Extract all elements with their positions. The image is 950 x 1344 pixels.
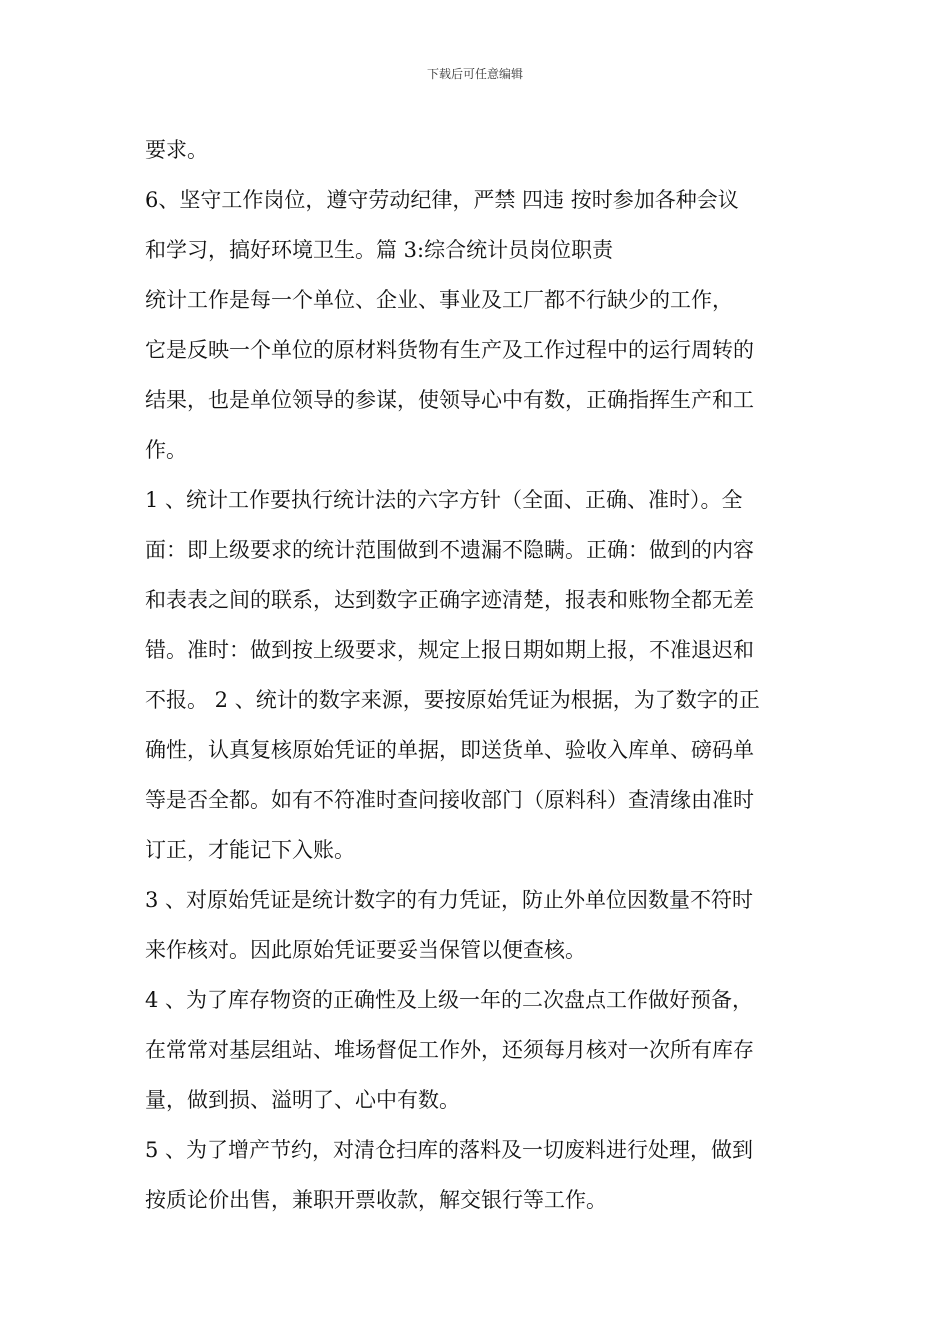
body-line: 作。 [145,438,187,462]
body-line: 和学习，搞好环境卫生。篇 3:综合统计员岗位职责 [145,238,614,262]
body-line: 它是反映一个单位的原材料货物有生产及工作过程中的运行周转的 [145,338,754,362]
body-line: 5 、为了增产节约，对清仓扫库的落料及一切废料进行处理，做到 [145,1138,754,1162]
body-line: 来作核对。因此原始凭证要妥当保管以便查核。 [145,938,586,962]
body-line: 量，做到损、溢明了、心中有数。 [145,1088,460,1112]
body-line: 统计工作是每一个单位、企业、事业及工厂都不行缺少的工作， [145,288,733,312]
body-line: 结果，也是单位领导的参谋，使领导心中有数，正确指挥生产和工 [145,388,754,412]
body-line: 4 、为了库存物资的正确性及上级一年的二次盘点工作做好预备， [145,988,754,1012]
body-line: 不报。 2 、统计的数字来源，要按原始凭证为根据，为了数字的正 [145,688,760,712]
body-line: 面：即上级要求的统计范围做到不遗漏不隐瞒。正确：做到的内容 [145,538,754,562]
body-line: 3 、对原始凭证是统计数字的有力凭证，防止外单位因数量不符时 [145,888,754,912]
body-line: 错。准时：做到按上级要求，规定上报日期如期上报，不准退迟和 [145,638,754,662]
body-line: 等是否全都。如有不符准时查问接收部门（原料科）查清缘由准时 [145,788,754,812]
body-line: 确性，认真复核原始凭证的单据，即送货单、验收入库单、磅码单 [145,738,754,762]
body-line: 6、坚守工作岗位，遵守劳动纪律，严禁 四违 按时参加各种会议 [145,188,739,212]
body-line: 和表表之间的联系，达到数字正确字迹清楚，报表和账物全都无差 [145,588,754,612]
body-line: 订正，才能记下入账。 [145,838,355,862]
body-line: 1 、统计工作要执行统计法的六字方针（全面、正确、准时）。全 [145,488,743,512]
body-line: 按质论价出售，兼职开票收款，解交银行等工作。 [145,1188,607,1212]
body-line: 要求。 [145,138,208,162]
page-header-note: 下载后可任意编辑 [426,67,523,81]
body-line: 在常常对基层组站、堆场督促工作外，还须每月核对一次所有库存 [145,1038,754,1062]
